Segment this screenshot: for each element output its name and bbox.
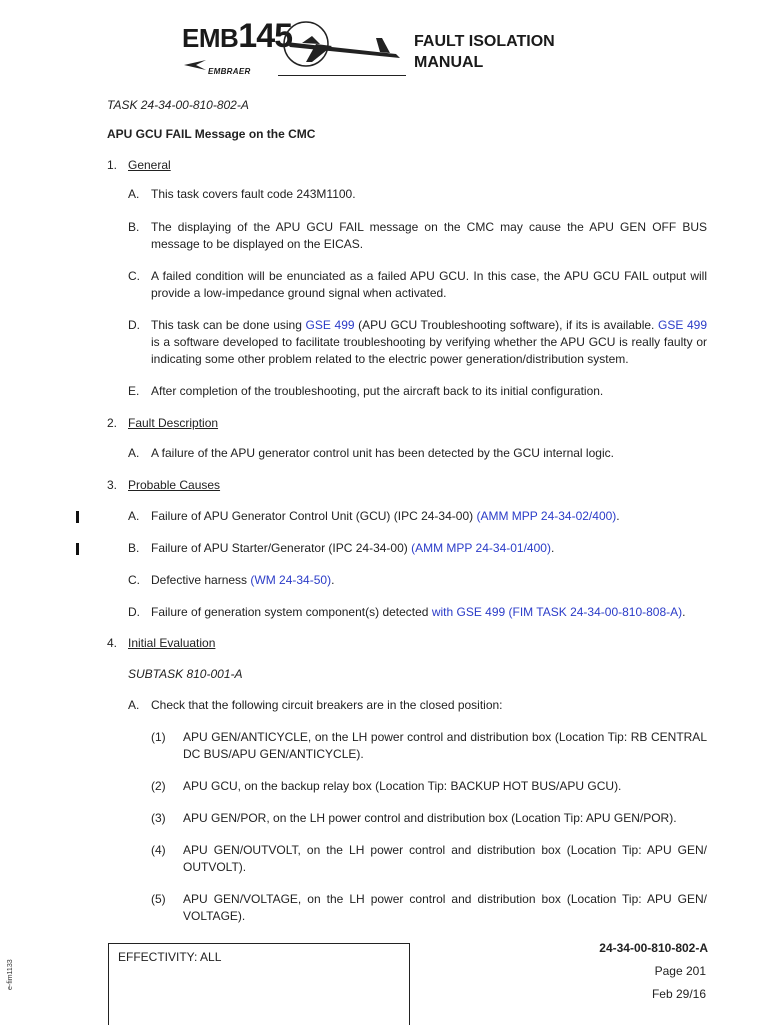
section-number: 4. bbox=[107, 636, 118, 650]
item-text: Failure of APU Starter/Generator (IPC 24-34-00) (AMM MPP 24-34-01/400). bbox=[151, 541, 555, 555]
sub-item-text: APU GEN/ANTICYCLE, on the LH power control and distribution box (Location Tip: RB CENTRAL DC BUS/APU GEN/ANTICYCLE). bbox=[183, 730, 707, 761]
item-text: This task can be done using GSE 499 (APU GCU Troubleshooting software), if its is available. GSE 499 is a software developed to facilitate troubleshooting by verifying whether the APU GCU is really faulty or indicating some other problem related to the electric power generation/distribution system. bbox=[151, 318, 707, 366]
sub-item-number: (3) bbox=[151, 811, 166, 825]
subtask-id: SUBTASK 810-001-A bbox=[128, 667, 243, 681]
item-label: C. bbox=[128, 573, 140, 587]
sub-item-number: (5) bbox=[151, 892, 166, 906]
side-code: e-fim1133 bbox=[7, 959, 14, 990]
section-heading-probable-causes: Probable Causes bbox=[128, 478, 221, 492]
item-label: D. bbox=[128, 605, 140, 619]
effectivity-label: EFFECTIVITY: ALL bbox=[118, 950, 222, 964]
item-label: C. bbox=[128, 269, 140, 283]
fim-task-link[interactable]: with GSE 499 (FIM TASK 24-34-00-810-808-A) bbox=[431, 605, 683, 619]
change-bar bbox=[76, 511, 79, 523]
header-rule bbox=[278, 75, 406, 76]
gse-499-link[interactable]: GSE 499 bbox=[305, 318, 355, 332]
task-id: TASK 24-34-00-810-802-A bbox=[107, 98, 249, 112]
page-number: Page 201 bbox=[654, 964, 706, 978]
sub-item-text: APU GEN/POR, on the LH power control and distribution box (Location Tip: APU GEN/POR). bbox=[183, 811, 677, 825]
revision-date: Feb 29/16 bbox=[651, 987, 706, 1001]
embraer-arrow-icon bbox=[184, 58, 206, 72]
item-text: A failed condition will be enunciated as a failed APU GCU. In this case, the APU GCU FAIL output will provide a low-impedance ground signal when activated. bbox=[151, 269, 707, 300]
item-text: Failure of generation system component(s) detected with GSE 499 (FIM TASK 24-34-00-810-808-A). bbox=[151, 605, 686, 619]
item-label: B. bbox=[128, 220, 140, 234]
sub-item-text: APU GCU, on the backup relay box (Location Tip: BACKUP HOT BUS/APU GCU). bbox=[183, 779, 622, 793]
item-label: E. bbox=[128, 384, 140, 398]
item-text: Check that the following circuit breakers are in the closed position: bbox=[151, 698, 503, 712]
gse-499-link[interactable]: GSE 499 bbox=[658, 318, 707, 332]
section-number: 2. bbox=[107, 416, 118, 430]
item-label: A. bbox=[128, 446, 140, 460]
page-title: APU GCU FAIL Message on the CMC bbox=[107, 127, 316, 141]
amm-link[interactable]: (AMM MPP 24-34-01/400) bbox=[411, 541, 551, 555]
sub-item-number: (4) bbox=[151, 843, 166, 857]
section-number: 3. bbox=[107, 478, 118, 492]
section-heading-general: General bbox=[128, 158, 171, 172]
section-number: 1. bbox=[107, 158, 118, 172]
wm-link[interactable]: (WM 24-34-50) bbox=[250, 573, 332, 587]
change-bar bbox=[76, 543, 79, 555]
item-text: A failure of the APU generator control unit has been detected by the GCU internal logic. bbox=[151, 446, 614, 460]
sub-item-text: APU GEN/VOLTAGE, on the LH power control and distribution box (Location Tip: APU GEN/ VOLTAGE). bbox=[183, 892, 707, 923]
item-label: A. bbox=[128, 187, 140, 201]
aircraft-logo-icon bbox=[276, 16, 410, 76]
footer-task-id: 24-34-00-810-802-A bbox=[599, 941, 708, 955]
item-text: This task covers fault code 243M1100. bbox=[151, 187, 356, 201]
item-label: B. bbox=[128, 541, 140, 555]
section-heading-fault-description: Fault Description bbox=[128, 416, 219, 430]
item-text: Failure of APU Generator Control Unit (GCU) (IPC 24-34-00) (AMM MPP 24-34-02/400). bbox=[151, 509, 620, 523]
item-label: A. bbox=[128, 698, 140, 712]
item-label: D. bbox=[128, 318, 140, 332]
sub-item-number: (2) bbox=[151, 779, 166, 793]
sub-item-text: APU GEN/OUTVOLT, on the LH power control and distribution box (Location Tip: APU GEN/ OUTVOLT). bbox=[183, 843, 707, 874]
sub-item-number: (1) bbox=[151, 730, 166, 744]
item-text: Defective harness (WM 24-34-50). bbox=[151, 573, 335, 587]
item-text: After completion of the troubleshooting, put the aircraft back to its initial configuration. bbox=[151, 384, 604, 398]
logo-emb: EMB145 bbox=[182, 17, 293, 55]
item-text: The displaying of the APU GCU FAIL message on the CMC may cause the APU GEN OFF BUS message to be displayed on the EICAS. bbox=[151, 220, 707, 251]
section-heading-initial-evaluation: Initial Evaluation bbox=[128, 636, 216, 650]
embraer-wordmark: EMBRAER bbox=[208, 67, 251, 76]
manual-title: FAULT ISOLATION MANUAL bbox=[414, 33, 555, 71]
amm-link[interactable]: (AMM MPP 24-34-02/400) bbox=[476, 509, 617, 523]
item-label: A. bbox=[128, 509, 140, 523]
